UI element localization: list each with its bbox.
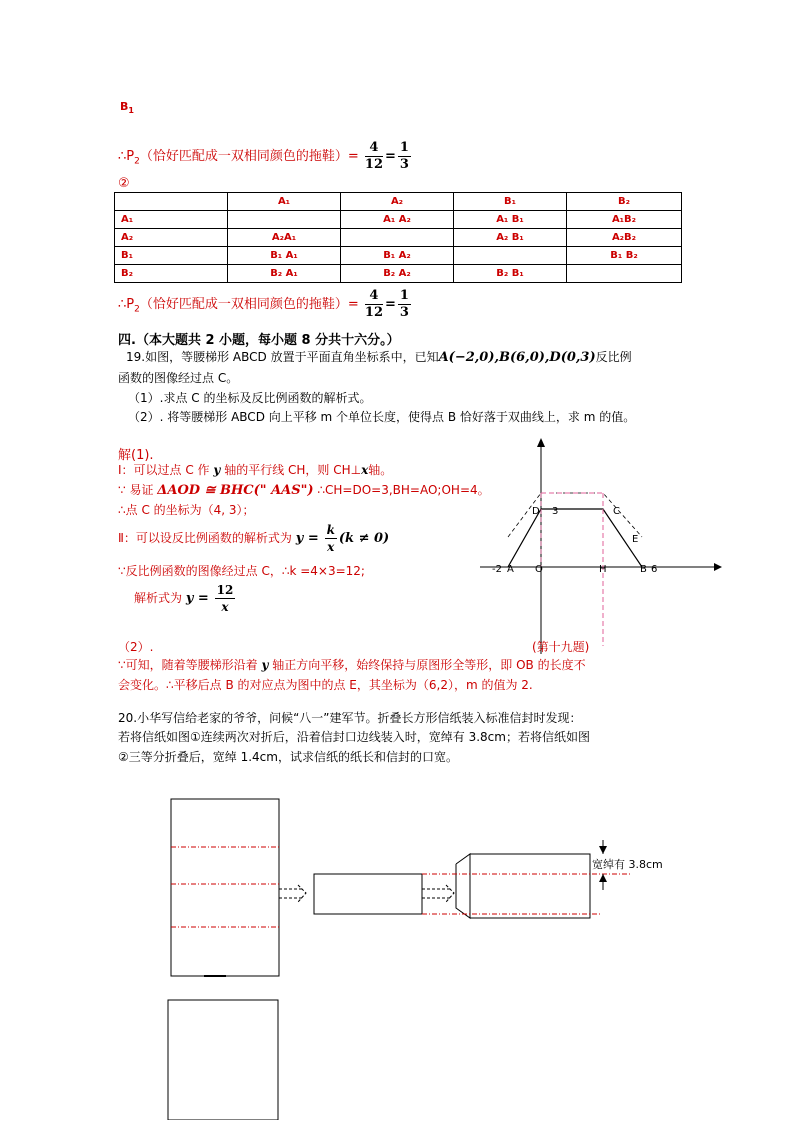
folded-paper: [314, 874, 422, 914]
label-neg2: -2: [492, 564, 502, 575]
label-o: O: [535, 564, 543, 575]
table-cell: [341, 229, 454, 247]
table-cell: A₂B₂: [567, 229, 682, 247]
table-cell: A₁: [115, 211, 228, 229]
table-cell: B₂ A₂: [341, 265, 454, 283]
q20-line-1: 20.小华写信给老家的爷爷，问候“八一”建军节。折叠长方形信纸装入标准信封时发现：: [118, 711, 582, 725]
dimension-arrow-up-icon: [599, 874, 607, 882]
solution-line-5: ∵反比例函数的图像经过点 C，∴k =4×3=12;: [118, 564, 365, 578]
solution-part-2-title: （2）.: [118, 640, 154, 654]
table-row: [115, 265, 682, 283]
table-cell: A₁: [228, 193, 341, 211]
solution-line-3: ∴点 C 的坐标为（4, 3）；: [118, 503, 255, 517]
table-cell: B₂: [115, 265, 228, 283]
fraction-12-x: $\frac{12}{x}$: [216, 583, 234, 614]
fraction-1-3: $\frac{1}{3}$: [399, 140, 409, 172]
table-row: [115, 211, 682, 229]
table-cell: [567, 265, 682, 283]
q20-line-3: ②三等分折叠后，宽绰 1.4cm，试求信纸的纸长和信封的口宽。: [118, 750, 458, 764]
label-e: E: [632, 534, 639, 545]
letter-paper-figure-2: [168, 1000, 278, 1120]
fraction-k-x: $\frac{k}{x}$: [326, 523, 335, 554]
q19-part-1: （1）.求点 C 的坐标及反比例函数的解析式。: [128, 391, 372, 405]
arrow-head-2-icon: [446, 885, 454, 902]
table-cell: B₁ A₁: [228, 247, 341, 265]
solution-line-4: Ⅱ：可以设反比例函数的解析式为 y = $\frac{k}{x}$ (k ≠ 0): [118, 523, 390, 554]
probability-line-1: $\therefore P_2$（恰好匹配成一双相同颜色的拖鞋）= $\frac{4}{12}$ = $\frac{1}{3}$: [118, 140, 409, 172]
label-6: 6: [651, 564, 658, 575]
table-cell: B₂ B₁: [454, 265, 567, 283]
letter-paper-figure-1: [171, 799, 279, 976]
label-b: B: [640, 564, 647, 575]
q19-line-2: 函数的图像经过点 C。: [118, 371, 239, 385]
table-cell: B₂: [567, 193, 682, 211]
table-cell: A₁B₂: [567, 211, 682, 229]
table-cell: B₂ A₁: [228, 265, 341, 283]
table-cell: [228, 211, 341, 229]
envelope-flap: [456, 854, 470, 918]
table-cell: [454, 247, 567, 265]
label-h: H: [599, 564, 607, 575]
table-cell: [115, 193, 228, 211]
table-row: [115, 247, 682, 265]
figure-19-caption: (第十九题): [532, 640, 590, 654]
solution-title: 解(1).: [118, 448, 154, 463]
fraction-4-12: $\frac{4}{12}$: [364, 288, 383, 320]
table-cell: A₂ B₁: [454, 229, 567, 247]
table-cell: B₁ B₂: [567, 247, 682, 265]
q20-line-2: 若将信纸如图①连续两次对折后，沿着信封口边线装入时，宽绰有 3.8cm；若将信纸如图: [118, 730, 590, 744]
kuanchuo-label: 宽绰有 3.8cm: [592, 858, 663, 871]
trapezoid-abcd: [508, 509, 642, 567]
fraction-4-12: $\frac{4}{12}$: [364, 140, 383, 172]
envelope: [470, 854, 590, 918]
table-cell: A₁ A₂: [341, 211, 454, 229]
circle-2-marker: ②: [118, 176, 130, 191]
pairing-table: [114, 192, 682, 283]
q19-part-2: （2）. 将等腰梯形 ABCD 向上平移 m 个单位长度，使得点 B 恰好落于双曲线上，求 m 的值。: [128, 410, 636, 424]
table-cell: A₂: [115, 229, 228, 247]
table-cell: A₂: [341, 193, 454, 211]
arrow-head-1-icon: [298, 885, 306, 902]
x-axis-arrow-icon: [714, 563, 722, 571]
solution-line-6: 解析式为 y = $\frac{12}{x}$: [134, 583, 234, 614]
table-cell: A₁ B₁: [454, 211, 567, 229]
table-cell: B₁: [454, 193, 567, 211]
table-cell: A₂A₁: [228, 229, 341, 247]
table-cell: B₁ A₂: [341, 247, 454, 265]
table-header-row: [115, 193, 682, 211]
y-axis-arrow-icon: [537, 438, 545, 447]
label-c: C: [613, 506, 620, 517]
label-a: A: [507, 564, 514, 575]
probability-line-2: $\therefore P_2$（恰好匹配成一双相同颜色的拖鞋）= $\frac{4}{12}$ = $\frac{1}{3}$: [118, 288, 409, 320]
section-4-heading: 四.（本大题共 2 小题，每小题 8 分共十六分。）: [118, 333, 400, 348]
figure-19-diagram: [480, 436, 730, 658]
q19-line-1: 19.如图，等腰梯形 ABCD 放置于平面直角坐标系中，已知A(−2,0),B(6,0),D(0,3)反比例: [126, 350, 632, 365]
shifted-trapezoid: [508, 493, 642, 537]
figure-20-diagram: [160, 790, 720, 1120]
fraction-1-3: $\frac{1}{3}$: [399, 288, 409, 320]
b1-label: $B_1$: [120, 100, 134, 116]
dimension-arrow-down-icon: [599, 846, 607, 854]
solution-line-2: ∵ 易证 ΔAOD ≅ BHC(" AAS") ∴CH=DO=3,BH=AO;OH=4。: [118, 483, 490, 498]
table-row: [115, 229, 682, 247]
label-d: D: [532, 506, 540, 517]
label-3: 3: [552, 506, 559, 517]
solution-part-2-line-1: ∵可知，随着等腰梯形沿着 y 轴正方向平移，始终保持与原图形全等形，即 OB 的长度不: [118, 658, 586, 672]
table-cell: B₁: [115, 247, 228, 265]
solution-part-2-line-2: 会变化。∴平移后点 B 的对应点为图中的点 E，其坐标为（6,2），m 的值为 2.: [118, 678, 533, 692]
solution-line-1: Ⅰ：可以过点 C 作 y 轴的平行线 CH，则 CH⊥x轴。: [118, 463, 393, 477]
